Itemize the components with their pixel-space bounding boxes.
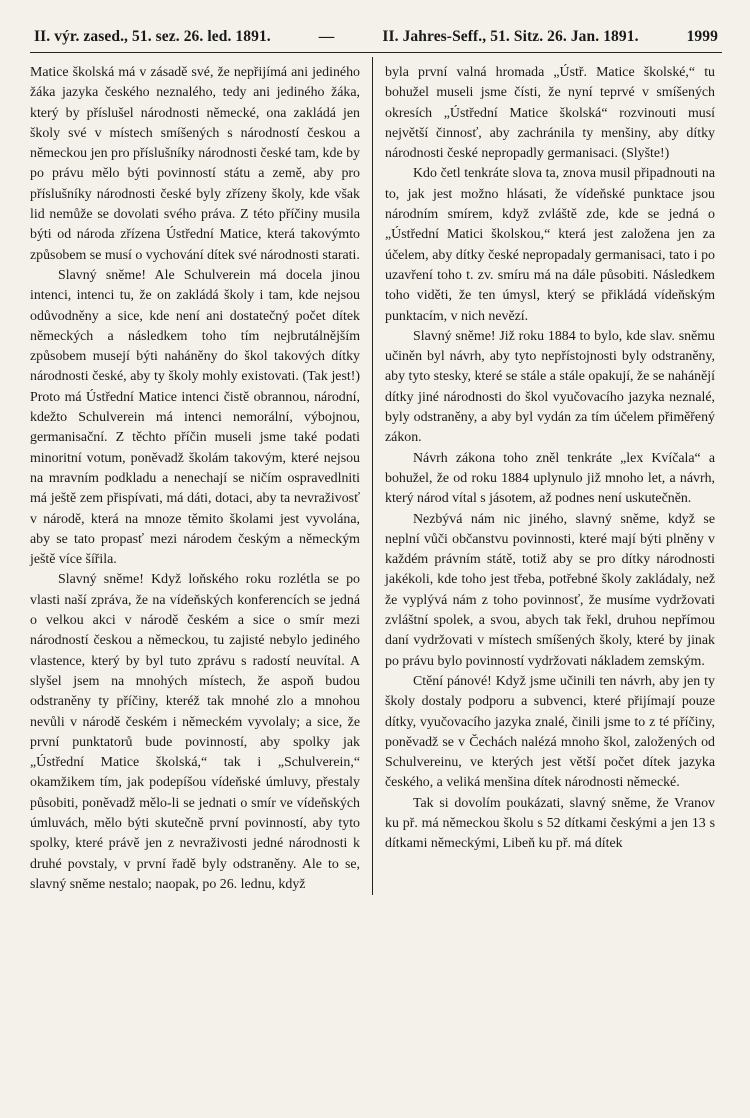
header-right: II. Jahres-Seff., 51. Sitz. 26. Jan. 1891. xyxy=(382,28,639,45)
paragraph: Slavný sněme! Když loňského roku rozlétla se po vlasti naší zpráva, že na vídeňských konferencích se jedná o velkou akci v národě českém a sice o smír mezi národností českou a německou, tu zajisté nebylo jediného vlastence, který by byl tuto zprávu s radostí neuvítal. A slyšel jsem na mnohých místech, že aspoň budou odstraněny ty příčiny, kteréž tak mnohé zlo a mnohou nevůli v národě českém i německém vyvolaly; a sice, že první punktatorů bude povinností, aby spolky jak „Ústřední Matice školská,“ tak i „Schulverein,“ okamžikem tím, jak podepíšou vídeňské úmluvy, přestaly působiti, poněvadž mělo-li se jednati o smír ve vídeňských úmluvách, mělo býti skutečně první povinností, aby tyto spolky, které právě jen z nevraživosti jedné národnosti k druhé povstaly, v první řadě byly odstraněny. Ale to se, slavný sněme nestalo; naopak, po 26. lednu, když xyxy=(30,572,360,892)
left-column xyxy=(30,63,372,895)
paragraph: Slavný sněme! Ale Schulverein má docela jinou intenci, intenci tu, že on zakládá školy i tam, kde nejsou odůvodněny a sice, kde není ani dostatečný počet dítek německých a následkem toho tím nejbrutálnějším způsobem musejí býti naháněny do škol takových dítky národnosti české, aby ty školy mohly existovati. (Tak jest!) Proto má Ústřední Matice intenci čistě obrannou, národní, kdežto Schulverein má intenci nemorální, výbojnou, germanisační. Z těchto příčin museli jsme také podati minoritní votum, poněvadž školám takovým, které nejsou na mravním podkladu a nenechají se ničím ospravedlniti má ještě zem přispívati, má dáti, dotaci, aby ta nevraživosť v národě, která na mnoze těmito školami jest vyvolána, aby se tato propasť mezi národem českým a německým ještě více šířila. xyxy=(30,267,360,568)
header-left: II. výr. zased., 51. sez. 26. led. 1891. xyxy=(34,28,271,45)
header-dash: — xyxy=(318,28,335,45)
paragraph: Nezbývá nám nic jiného, slavný sněme, když se neplní vůči občanstvu povinnosti, které mají býti plněny v každém právním státě, totiž aby se pro dítky národnosti jakékoli, kde toho jest třeba, potřebné školy zakládaly, než že vyplývá nám z toho povinnosť, že musíme vydržovati zvláštní spolek, a svou, abych tak řekl, druhou nepřímou daní vydržovati v místech smíšených školy, které by jinak po právu bylo povinností vydržovati nákladem zemským. xyxy=(385,511,715,669)
paragraph: Matice školská má v zásadě své, že nepřijímá ani jediného žáka jazyka českého neznalého, tedy ani jediného žáka, který by příslušel národnosti německé, ona zakládá jen školy své v místech smíšených s národností českou a německou jen pro příslušníky národnosti české tam, kde by po právu mělo býti povinností státu a země, aby pro příslušníky národnosti české byly zřízeny školy, kde však lid nemůže se dovolati svého práva. Z této příčiny musila býti od národa zřízena Ústřední Matice, která takovýmto způsobem se musí o vychování dítek své národnosti starati. xyxy=(30,65,360,263)
paragraph: Návrh zákona toho zněl tenkráte „lex Kvíčala“ a bohužel, že od roku 1884 uplynulo již mnoho let, a návrh, který národ vítal s jásotem, až podnes není uskutečněn. xyxy=(385,450,715,507)
paragraph: Ctění pánové! Když jsme učinili ten návrh, aby jen ty školy dostaly podporu a subvenci, které přijímají pouze dítky, vyučovacího jazyka znalé, činili jsme to z té příčiny, poněvadž se v Čechách nalézá mnoho škol, založených od Schulvereinu, ve kterých jest větší počet dítek jazyka českého, a veliká menšina dítek národnosti německé. xyxy=(385,673,715,791)
paragraph: Kdo četl tenkráte slova ta, znova musil připadnouti na to, jak jest možno hlásati, že vídeňské punktace jsou národním smírem, když zvláště zde, kde se jedná o „Ústřední Matici školskou,“ která jest založena jen za účelem, aby dítky české nepropadaly germanisaci, tato i po uzavření toho t. zv. smíru má na dále působiti. Následkem toho viděti, že ten úmysl, který se přikládá vídeňským punktacím, v nich nevězí. xyxy=(385,166,715,324)
page-header xyxy=(30,28,722,53)
paragraph: Tak si dovolím poukázati, slavný sněme, že Vranov ku př. má německou školu s 52 dítkami českými a jen 13 s dítkami německými, Libeň ku př. má dítek xyxy=(385,795,715,852)
right-column xyxy=(373,63,715,895)
paragraph: byla první valná hromada „Ústř. Matice školské,“ tu bohužel museli jsme čísti, že nyní teprvé v smíšených okresích „Ústřední Matice školská“ rozvinouti musí největší činnosť, aby zachránila ty menšiny, aby dítky národnosti české nepropadly germanisaci. (Slyšte!) xyxy=(385,65,715,162)
text-columns xyxy=(30,63,722,895)
page-number: 1999 xyxy=(686,28,718,45)
paragraph: Slavný sněme! Již roku 1884 to bylo, kde slav. sněmu učiněn byl návrh, aby tyto nepřístojnosti byly odstraněny, aby tyto stesky, které se stále a stále opakují, že se nahánějí dítky jiné národnosti do škol vyučovacího jazyka neznalé, byly odstraněny, a aby byl vydán za tím účelem přiměřený zákon. xyxy=(385,328,715,446)
